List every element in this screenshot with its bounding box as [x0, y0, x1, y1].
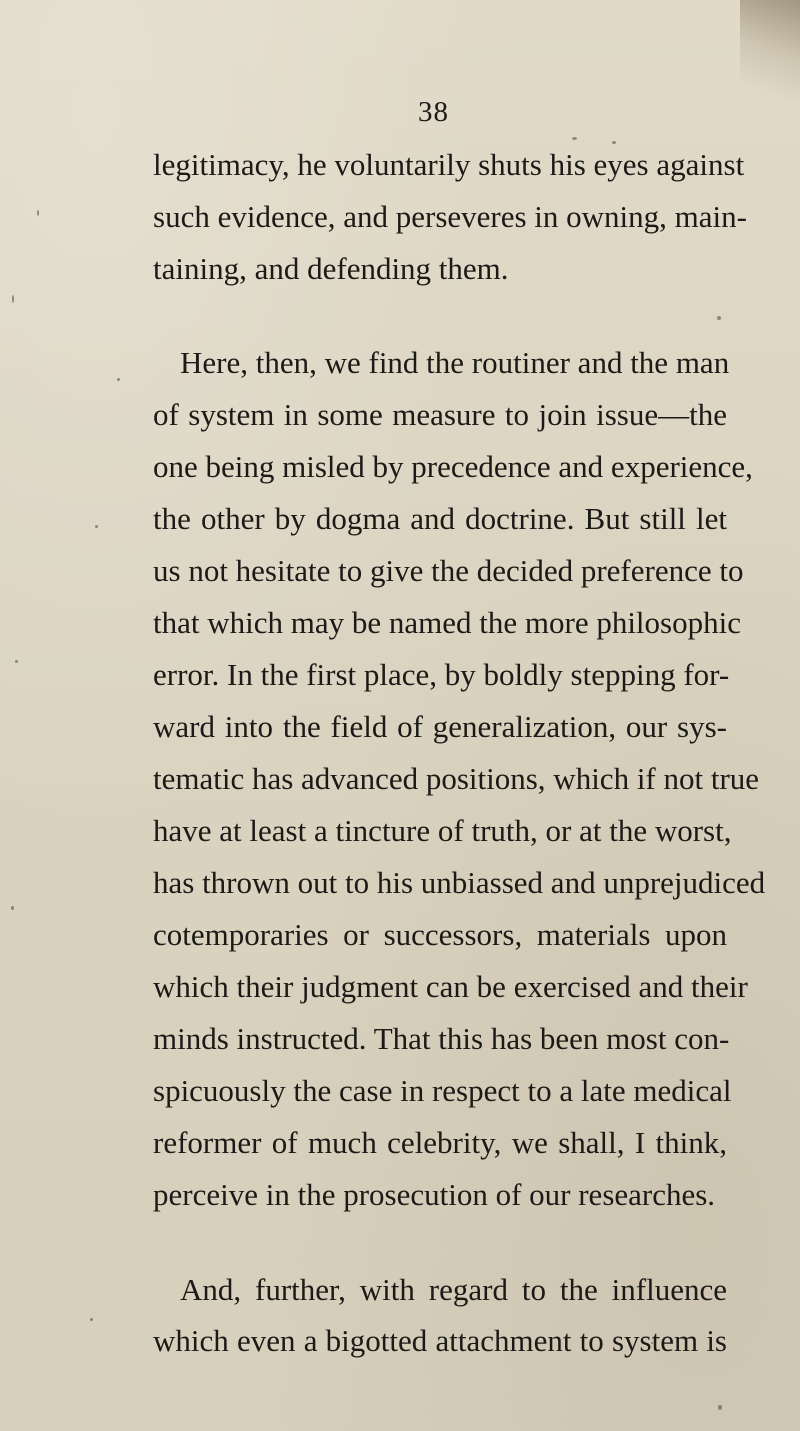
paragraph-2-line-15: spicuously the case in respect to a late medical — [153, 1073, 732, 1108]
paragraph-2-line-3: one being misled by precedence and experience, — [153, 449, 753, 484]
paragraph-3-line-2: which even a bigotted attachment to system is — [153, 1323, 727, 1358]
page-number: 38 — [418, 96, 449, 128]
paragraph-2-line-9: tematic has advanced positions, which if not true — [153, 761, 760, 796]
paragraph-2-line-6: that which may be named the more philosophic — [153, 605, 741, 640]
paragraph-2-line-13: which their judgment can be exercised and their — [153, 969, 748, 1004]
paragraph-2-line-10: have at least a tincture of truth, or at the worst, — [153, 813, 732, 848]
paragraph-1-line-1: legitimacy, he voluntarily shuts his eyes against — [153, 147, 745, 182]
paragraph-2-line-2: of system in some measure to join issue—the — [153, 397, 727, 432]
paragraph-2-line-5: us not hesitate to give the decided preference to — [153, 553, 744, 588]
paragraph-1-line-3: taining, and defending them. — [153, 251, 509, 286]
paragraph-3-line-1: And, further, with regard to the influence — [180, 1272, 727, 1307]
paragraph-2-line-1: Here, then, we find the routiner and the man — [180, 345, 730, 380]
paragraph-2-line-12: cotemporaries or successors, materials upon — [153, 917, 727, 952]
paragraph-2-line-7: error. In the first place, by boldly stepping for- — [153, 657, 730, 692]
page-corner-stain — [740, 0, 800, 110]
paragraph-1-line-2: such evidence, and perseveres in owning, main- — [153, 199, 747, 234]
paragraph-2-line-16: reformer of much celebrity, we shall, I think, — [153, 1125, 727, 1160]
paragraph-2-line-14: minds instructed. That this has been most con- — [153, 1021, 730, 1056]
paragraph-2-line-11: has thrown out to his unbiassed and unprejudiced — [153, 865, 766, 900]
paragraph-2-line-4: the other by dogma and doctrine. But still let — [153, 501, 727, 536]
paragraph-2-line-8: ward into the field of generalization, our sys- — [153, 709, 727, 744]
paragraph-2-line-17: perceive in the prosecution of our researches. — [153, 1177, 716, 1212]
